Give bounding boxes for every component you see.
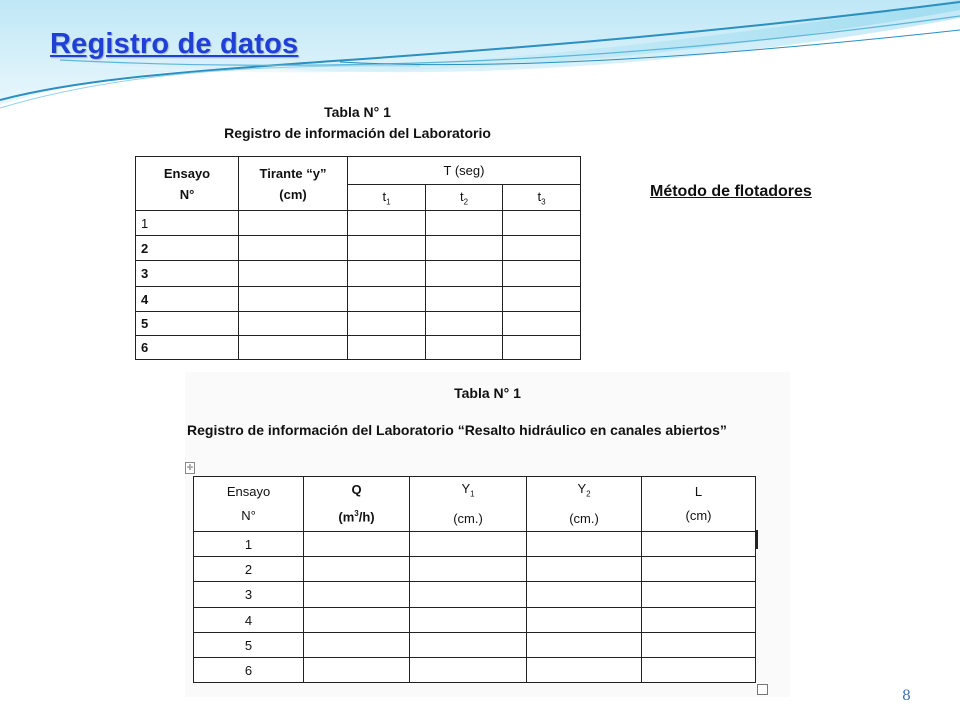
table-cell [239, 312, 348, 336]
slide-title: Registro de datos [50, 28, 299, 60]
table1-header-tirante-label: Tirante “y” [259, 165, 327, 181]
table-row [136, 336, 581, 360]
table-cell [503, 236, 581, 261]
table-cell[interactable] [527, 608, 642, 633]
table-cell[interactable] [304, 658, 410, 683]
table2-header-q-unit-post: /h) [358, 509, 375, 525]
table-cell [348, 287, 426, 312]
table1-header-tirante [239, 157, 348, 211]
table-row [136, 211, 581, 236]
table2-row-number: 3 [194, 582, 304, 608]
table-cell [503, 336, 581, 360]
table-row [194, 608, 756, 633]
table1-header-t2 [426, 185, 503, 211]
table2-header-y1-label: Y [461, 481, 471, 497]
table2-row-number: 2 [194, 557, 304, 582]
table-cell [348, 236, 426, 261]
table-cell[interactable] [304, 633, 410, 658]
table-cell [348, 211, 426, 236]
table-cell[interactable] [410, 582, 527, 608]
table2-header-y1-unit: (cm.) [453, 510, 483, 526]
table-row [194, 658, 756, 683]
table2 [193, 476, 756, 683]
table-row [136, 312, 581, 336]
table1-row-number: 4 [136, 287, 239, 312]
table2-header-q-unit-pre: (m [338, 509, 355, 525]
table2-header-y1-sub: 1 [470, 489, 475, 499]
table-cell [239, 211, 348, 236]
table-cell [239, 336, 348, 360]
table-cell[interactable] [410, 608, 527, 633]
table-cell[interactable] [527, 557, 642, 582]
table1-header-t3-sub: 3 [541, 197, 546, 207]
table-cell[interactable] [410, 532, 527, 557]
table2-header-y2-sub: 2 [586, 489, 591, 499]
table-cell[interactable] [642, 633, 756, 658]
table-row [136, 236, 581, 261]
table1-header-ensayo [136, 157, 239, 211]
table-cell [426, 211, 503, 236]
table1-header-t3 [503, 185, 581, 211]
table1-header-t2-label: t [459, 188, 464, 204]
table-cell[interactable] [527, 532, 642, 557]
resize-handle-icon[interactable] [757, 684, 768, 695]
table1-caption-subtitle: Registro de información del Laboratorio [224, 125, 491, 141]
table1-header-t-group: T (seg) [348, 157, 581, 185]
table-cell [348, 312, 426, 336]
table-cell [426, 287, 503, 312]
method-label: Método de flotadores [650, 183, 812, 200]
table-cell[interactable] [642, 582, 756, 608]
table2-header-n-label: N° [241, 508, 256, 523]
table2-header-y2 [527, 477, 642, 532]
table-cell [503, 287, 581, 312]
table-cell[interactable] [410, 633, 527, 658]
table2-header-q-unit [304, 502, 409, 529]
table-cell[interactable] [304, 582, 410, 608]
table2-header-l-label: L [694, 484, 703, 499]
table2-row-number: 5 [194, 633, 304, 658]
table2-header-ensayo [194, 477, 304, 532]
table-cell[interactable] [304, 532, 410, 557]
table1-row-number: 2 [136, 236, 239, 261]
table2-header-q [304, 477, 410, 532]
table1-header-t3-label: t [537, 188, 542, 204]
table-cell[interactable] [642, 557, 756, 582]
table-cell[interactable] [410, 557, 527, 582]
table1-header-t2-sub: 2 [463, 197, 469, 207]
table-cell[interactable] [304, 608, 410, 633]
table-cell [239, 287, 348, 312]
table-row [194, 633, 756, 658]
table-row [194, 557, 756, 582]
table-cell[interactable] [642, 532, 756, 557]
table-cell [348, 261, 426, 287]
table1-row-number: 1 [136, 211, 239, 236]
text-cursor-mark [756, 530, 758, 549]
table2-panel [185, 372, 790, 697]
table-row [136, 287, 581, 312]
table2-header-y2-label: Y [577, 481, 587, 497]
table1-header-tirante-unit: (cm) [279, 186, 307, 202]
table2-header-q-unit-sup: 3 [354, 509, 359, 519]
table-cell[interactable] [527, 658, 642, 683]
table-cell [503, 261, 581, 287]
table2-header-l [642, 477, 756, 532]
table1-header-t1-label: t [382, 188, 387, 204]
table-cell[interactable] [527, 582, 642, 608]
table1-row-number: 5 [136, 312, 239, 336]
table1-caption-title: Tabla N° 1 [324, 104, 391, 120]
table2-row-number: 6 [194, 658, 304, 683]
table2-header-l-unit: (cm) [685, 508, 712, 523]
table-row [136, 261, 581, 287]
table2-row-number: 1 [194, 532, 304, 557]
table2-header-y2-unit: (cm.) [569, 510, 599, 526]
table-cell [239, 236, 348, 261]
table1-header-t1-sub: 1 [386, 197, 391, 207]
table-cell [503, 312, 581, 336]
table-row [194, 582, 756, 608]
table-cell[interactable] [642, 608, 756, 633]
move-handle-icon[interactable]: ✛ [186, 463, 194, 472]
table2-caption-subtitle: Registro de información del Laboratorio “Resalto hidráulico en canales abiertos” [187, 422, 727, 438]
table2-header-q-label: Q [351, 482, 362, 498]
table1-row-number: 6 [136, 336, 239, 360]
table1-header-t1 [348, 185, 426, 211]
table-cell[interactable] [642, 658, 756, 683]
table-cell [426, 336, 503, 360]
table-cell[interactable] [410, 658, 527, 683]
table-cell [426, 236, 503, 261]
table1 [135, 156, 581, 360]
table-cell [426, 261, 503, 287]
table1-row-number: 3 [136, 261, 239, 287]
table1-panel [125, 98, 590, 366]
table-cell [426, 312, 503, 336]
table-cell [348, 336, 426, 360]
page-number: 8 [902, 688, 911, 704]
table-cell[interactable] [304, 557, 410, 582]
table-cell[interactable] [527, 633, 642, 658]
table1-header-n-label: N° [179, 186, 195, 202]
table1-header-ensayo-label: Ensayo [163, 165, 211, 181]
table2-caption-title: Tabla N° 1 [454, 385, 521, 401]
table2-row-number: 4 [194, 608, 304, 633]
table-cell [239, 261, 348, 287]
table-cell [503, 211, 581, 236]
table-row [194, 532, 756, 557]
table2-header-ensayo-label: Ensayo [226, 484, 271, 499]
table2-header-y1 [410, 477, 527, 532]
